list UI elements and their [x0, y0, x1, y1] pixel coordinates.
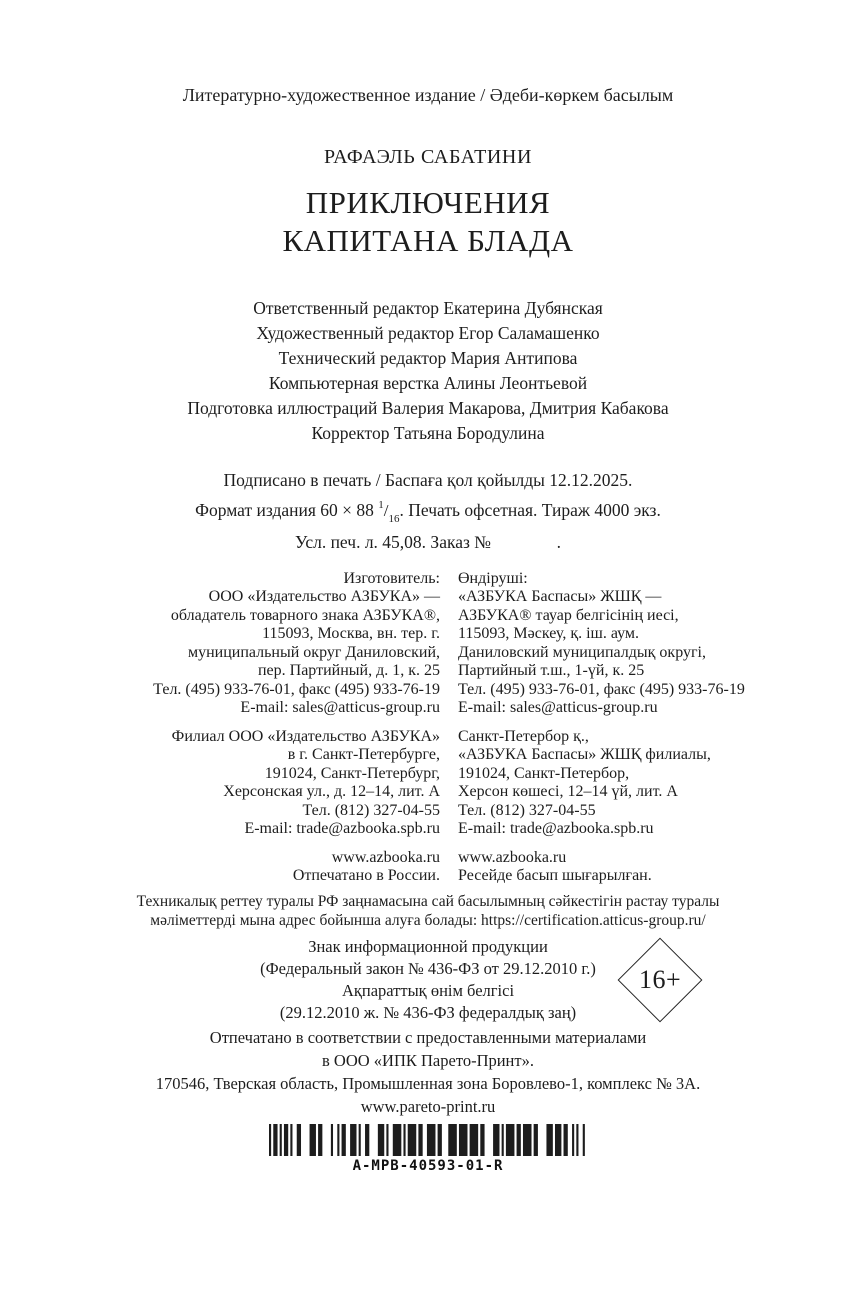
imprint-line: 191024, Санкт-Петербор, [458, 764, 630, 782]
imprint-line: E-mail: sales@atticus-group.ru [240, 699, 440, 717]
certification-line: Техникалық реттеу туралы РФ заңнамасына сай басылымның сәйкестігін растау туралы [136, 892, 720, 910]
manufacturer-block-kz [458, 570, 856, 718]
format-fraction-numerator: 1 [378, 498, 384, 511]
printer-line: в ООО «ИПК Парето-Принт». [322, 1050, 534, 1070]
barcode-label: A-MPB-40593-01-R [352, 1157, 504, 1174]
branch-block-kz [458, 728, 856, 839]
printer-line: 170546, Тверская область, Промышленная зона Боровлево-1, комплекс № 3А. [155, 1073, 701, 1093]
imprint-line: 191024, Санкт-Петербург, [264, 764, 440, 782]
printer-line: www.pareto-print.ru [360, 1096, 496, 1116]
imprint-columns [0, 570, 856, 886]
info-sign-text [0, 936, 856, 1024]
imprint-line: АЗБУКА® тауар белгісінің иесі, [458, 606, 679, 624]
format-line-after: . Печать офсетная. Тираж 4000 экз. [399, 499, 661, 520]
imprint-line: Филиал ООО «Издательство АЗБУКА» [171, 727, 440, 745]
imprint-line: Даниловский муниципалдық округі, [458, 643, 706, 661]
imprint-line: ООО «Издательство АЗБУКА» — [208, 588, 440, 606]
certification-note [0, 892, 856, 930]
website-block-kz [458, 849, 856, 886]
info-sign-section [0, 936, 856, 1024]
author-name: РАФАЭЛЬ САБАТИНИ [323, 146, 533, 168]
format-line-before: Формат издания 60 × 88 [195, 499, 379, 520]
imprint-column-kz [458, 570, 856, 886]
imprint-line: «АЗБУКА Баспасы» ЖШҚ — [458, 588, 662, 606]
printed-in-line: Отпечатано в России. [292, 867, 440, 885]
credit-line: Технический редактор Мария Антипова [278, 348, 578, 368]
barcode [0, 1124, 856, 1175]
info-sign-line: Знак информационной продукции [308, 936, 548, 956]
info-sign-line: (Федеральный закон № 436-ФЗ от 29.12.2010 г.) [260, 958, 596, 978]
credit-line: Компьютерная верстка Алины Леонтьевой [268, 373, 588, 393]
credit-line: Ответственный редактор Екатерина Дубянская [253, 298, 603, 318]
imprint-line: 115093, Мәскеу, қ. іш. аум. [458, 625, 640, 643]
website-block-ru [0, 849, 440, 886]
imprint-line: «АЗБУКА Баспасы» ЖШҚ филиалы, [458, 746, 711, 764]
signed-to-print-line: Подписано в печать / Баспаға қол қойылды 12.12.2025. [223, 470, 633, 490]
manufacturer-block-ru [0, 570, 440, 718]
imprint-line: E-mail: trade@azbooka.spb.ru [458, 820, 654, 838]
print-info-block [0, 468, 856, 556]
book-title-line-2: КАПИТАНА БЛАДА [282, 223, 574, 258]
imprint-line: E-mail: trade@azbooka.spb.ru [244, 820, 440, 838]
imprint-line: Тел. (495) 933-76-01, факс (495) 933-76-19 [458, 680, 745, 698]
imprint-line: муниципальный округ Даниловский, [187, 643, 440, 661]
imprint-line: Тел. (812) 327-04-55 [458, 801, 596, 819]
certification-line: мәліметтерді мына адрес бойынша алуға болады: https://certification.atticus-group.ru/ [150, 911, 706, 929]
imprint-line: Херсон көшесі, 12–14 үй, лит. А [458, 783, 678, 801]
imprint-line: в г. Санкт-Петербурге, [287, 746, 440, 764]
format-fraction-denominator: 16 [388, 512, 400, 525]
credit-line: Художественный редактор Егор Саламашенко [256, 323, 600, 343]
order-line: Усл. печ. л. 45,08. Заказ № . [295, 532, 561, 553]
credits-block [0, 296, 856, 446]
book-title [0, 184, 856, 260]
imprint-line: обладатель товарного знака АЗБУКА®, [170, 606, 440, 624]
printer-block [0, 1026, 856, 1118]
imprint-line: Тел. (495) 933-76-01, факс (495) 933-76-19 [153, 680, 440, 698]
format-line [0, 494, 856, 531]
imprint-line: Партийный т.ш., 1-үй, к. 25 [458, 662, 645, 680]
imprint-line: Тел. (812) 327-04-55 [302, 801, 440, 819]
info-sign-line: (29.12.2010 ж. № 436-ФЗ федералдық заң) [279, 1002, 577, 1022]
age-rating-text: 16+ [638, 964, 682, 994]
imprint-line: E-mail: sales@atticus-group.ru [458, 699, 658, 717]
format-fraction-slash: / [383, 500, 389, 520]
imprint-line: 115093, Москва, вн. тер. г. [262, 625, 440, 643]
printer-line: Отпечатано в соответствии с предоставленными материалами [209, 1027, 647, 1047]
book-title-line-1: ПРИКЛЮЧЕНИЯ [305, 185, 551, 220]
printed-in-line: Ресейде басып шығарылған. [458, 867, 652, 885]
credit-line: Подготовка иллюстраций Валерия Макарова, Дмитрия Кабакова [187, 398, 669, 418]
edition-type-line: Литературно-художественное издание / Әдеби-көркем басылым [182, 85, 674, 105]
credit-line: Корректор Татьяна Бородулина [311, 423, 545, 443]
info-sign-line: Ақпараттық өнім белгісі [341, 980, 515, 1000]
barcode-bars [0, 1124, 856, 1156]
imprint-line: Өндіруші: [458, 569, 528, 587]
imprint-column-ru [0, 570, 440, 886]
website-line: www.azbooka.ru [458, 848, 567, 866]
imprint-line: Санкт-Петербор қ., [458, 727, 589, 745]
imprint-line: Херсонская ул., д. 12–14, лит. А [223, 783, 440, 801]
imprint-line: Изготовитель: [343, 569, 440, 587]
imprint-line: пер. Партийный, д. 1, к. 25 [257, 662, 440, 680]
website-line: www.azbooka.ru [331, 848, 440, 866]
branch-block-ru [0, 728, 440, 839]
